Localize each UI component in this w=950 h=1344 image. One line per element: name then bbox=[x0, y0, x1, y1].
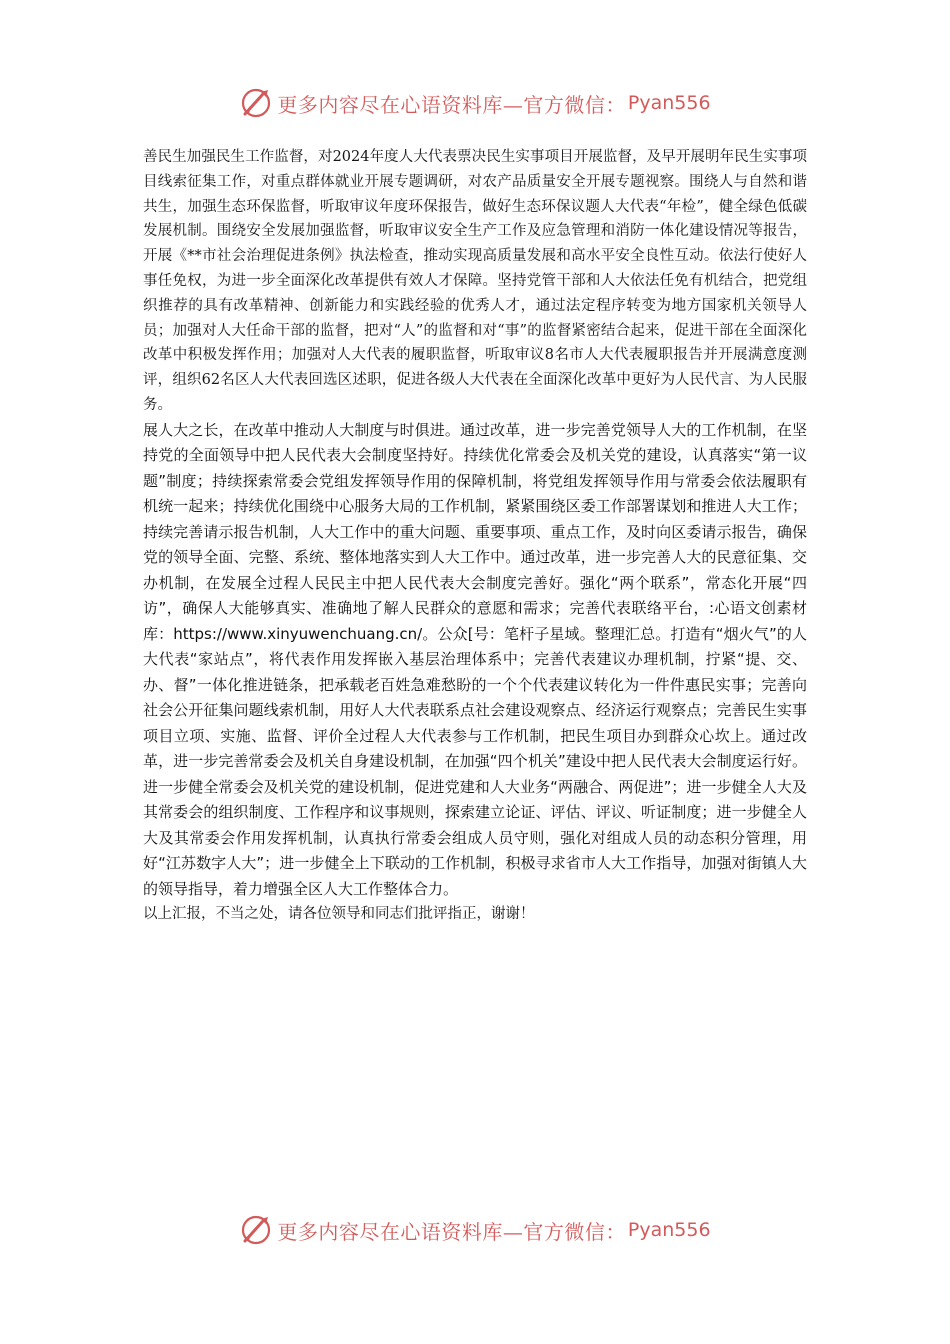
footer-wechat-id: Pyan556 bbox=[627, 1219, 711, 1241]
document-body bbox=[143, 145, 807, 927]
paragraph-reform: 展人大之长，在改革中推动人大制度与时俱进。通过改革，进一步完善党领导人大的工作机制，在坚持党的全面领导中把人民代表大会制度坚持好。持续优化常委会及机关党的建设，认真落实“第一议题”制度；持续探索常委会党组发挥领导作用的保障机制，将党组发挥领导作用与常委会依法履职有机统一起来；持续优化围绕中心服务大局的工作机制，紧紧围绕区委工作部署谋划和推进人大工作；持续完善请示报告机制，人大工作中的重大问题、重要事项、重点工作，及时向区委请示报告，确保党的领导全面、完整、系统、整体地落实到人大工作中。通过改革，进一步完善人大的民意征集、交办机制，在发展全过程人民民主中把人民代表大会制度完善好。强化“两个联系”，常态化开展“四访”，确保人大能够真实、准确地了解人民群众的意愿和需求；完善代表联络平台，:心语文创素材库：https://www.xinyuwenchuang.cn/。公众[号：笔杆子星域。整理汇总。打造有“烟火气”的人大代表“家站点”，将代表作用发挥嵌入基层治理体系中；完善代表建议办理机制，拧紧“提、交、办、督”一体化推进链条，把承载老百姓急难愁盼的一个个代表建议转化为一件件惠民实事；完善向社会公开征集问题线索机制，用好人大代表联系点社会建设观察点、经济运行观察点；完善民生实事项目立项、实施、监督、评价全过程人大代表参与工作机制，把民生项目办到群众心坎上。通过改革，进一步完善常委会及机关自身建设机制，在加强“四个机关”建设中把人民代表大会制度运行好。进一步健全常委会及机关党的建设机制，促进党建和人大业务“两融合、两促进”；进一步健全人大及其常委会的组织制度、工作程序和议事规则，探索建立论证、评估、评议、听证制度；进一步健全人大及其常委会作用发挥机制，认真执行常委会组成人员守则，强化对组成人员的动态积分管理，用好“江苏数字人大”；进一步健全上下联动的工作机制，积极寻求省市人大工作指导，加强对街镇人大的领导指导，着力增强全区人大工作整体合力。 bbox=[143, 420, 807, 898]
paragraph-closing: 以上汇报，不当之处，请各位领导和同志们批评指正，谢谢！ bbox=[143, 906, 535, 923]
brush-logo-icon bbox=[239, 86, 273, 120]
footer-banner bbox=[0, 1210, 950, 1250]
header-wechat-id: Pyan556 bbox=[627, 92, 711, 114]
footer-banner-text: 更多内容尽在心语资料库—官方微信： bbox=[277, 1219, 626, 1244]
header-banner bbox=[0, 83, 950, 123]
paragraph-supervision: 善民生加强民生工作监督，对2024年度人大代表票决民生实事项目开展监督，及早开展明年民生实事项目线索征集工作，对重点群体就业开展专题调研，对农产品质量安全开展专题视察。围绕人与自然和谐共生，加强生态环保监督，听取审议年度环保报告，做好生态环保议题人大代表“年检”，健全绿色低碳发展机制。围绕安全发展加强监督，听取审议安全生产工作及应急管理和消防一体化建设情况等报告，开展《**市社会治理促进条例》执法检查，推动实现高质量发展和高水平安全良性互动。依法行使好人事任免权，为进一步全面深化改革提供有效人才保障。坚持党管干部和人大依法任免有机结合，把党组织推荐的具有改革精神、创新能力和实践经验的优秀人才，通过法定程序转变为地方国家机关领导人员；加强对人大任命干部的监督，把对“人”的监督和对“事”的监督紧密结合起来，促进干部在全面深化改革中积极发挥作用；加强对人大代表的履职监督，听取审议8名市人大代表履职报告并开展满意度测评，组织62名区人大代表回选区述职，促进各级人大代表在全面深化改革中更好为人民代言、为人民服务。 bbox=[143, 149, 807, 413]
brush-logo-icon bbox=[239, 1213, 273, 1247]
header-banner-text: 更多内容尽在心语资料库—官方微信： bbox=[277, 92, 626, 117]
